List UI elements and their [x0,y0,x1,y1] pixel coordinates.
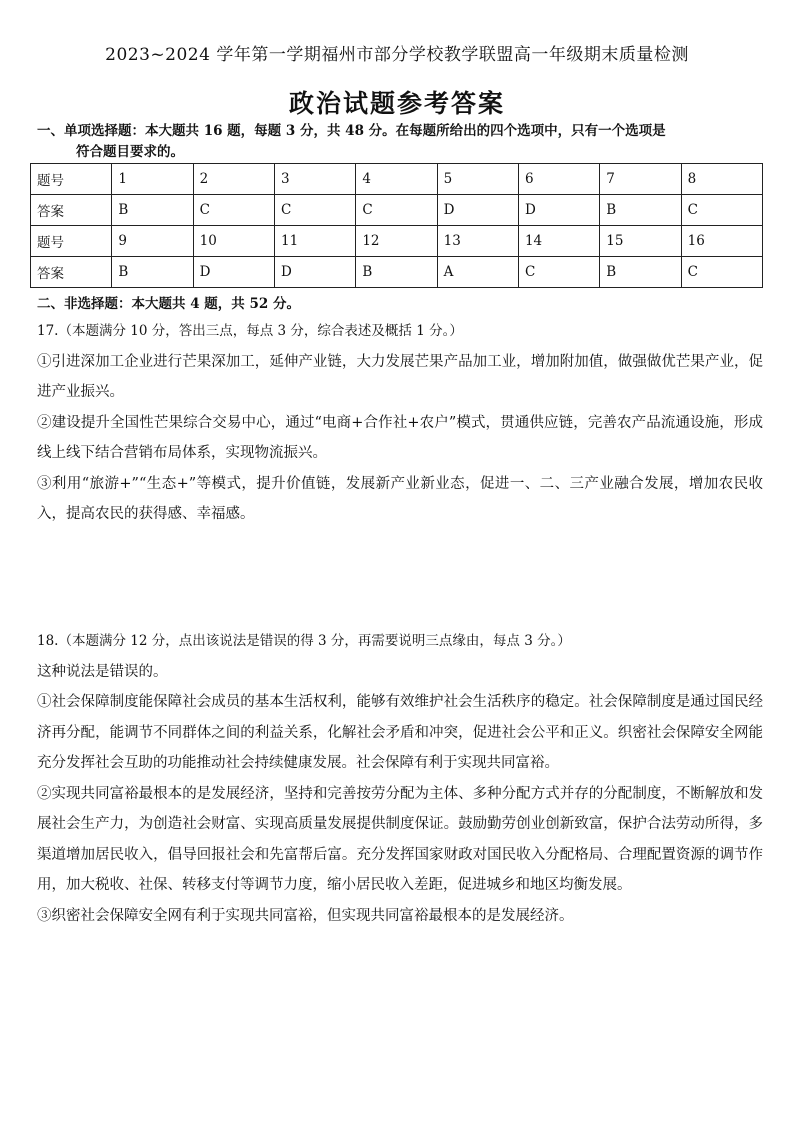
table-cell: D [274,257,355,288]
table-cell: 1 [112,164,193,195]
q18-block [37,626,763,931]
section1-heading [37,121,763,163]
table-row-label: 答案 [31,195,112,226]
table-cell: C [681,195,762,226]
answer-table [30,163,763,288]
table-cell: 8 [681,164,762,195]
document-title: 政治试题参考答案 [288,89,505,118]
table-cell: 6 [518,164,599,195]
table-cell: C [274,195,355,226]
table-cell: C [356,195,437,226]
table-cell: A [437,257,518,288]
section1-heading-line2: 符合题目要求的。 [76,144,184,160]
table-cell: 2 [193,164,274,195]
section1-heading-line1: 一、单项选择题：本大题共 16 题，每题 3 分，共 48 分。在每题所给出的四个选项中，只有一个选项是 [37,123,666,139]
q17-heading: 17.（本题满分 10 分，答出三点，每点 3 分，综合表述及概括 1 分。） [37,323,463,339]
table-cell: 9 [112,226,193,257]
table-cell: 16 [681,226,762,257]
table-cell: B [112,195,193,226]
table-cell: D [518,195,599,226]
table-cell: 13 [437,226,518,257]
q18-point-3: ③织密社会保障安全网有利于实现共同富裕，但实现共同富裕最根本的是发展经济。 [37,907,574,924]
table-cell: B [600,257,681,288]
q17-point-1: ①引进深加工企业进行芒果深加工，延伸产业链，大力发展芒果产品加工业，增加附加值，做强做优芒果产业，促进产业振兴。 [37,353,763,400]
q18-verdict: 这种说法是错误的。 [37,663,168,680]
table-cell: 14 [518,226,599,257]
table-row-label: 题号 [31,226,112,257]
table-cell: B [112,257,193,288]
table-cell: 15 [600,226,681,257]
table-cell: B [600,195,681,226]
table-row-label: 答案 [31,257,112,288]
table-row [31,257,763,288]
table-row-label: 题号 [31,164,112,195]
table-row [31,164,763,195]
table-cell: B [356,257,437,288]
table-cell: 12 [356,226,437,257]
table-row [31,226,763,257]
table-cell: C [193,195,274,226]
table-cell: 4 [356,164,437,195]
q18-heading: 18.（本题满分 12 分，点出该说法是错误的得 3 分，再需要说明三点缘由，每点 3 分。） [37,633,571,649]
table-cell: 3 [274,164,355,195]
table-cell: 10 [193,226,274,257]
table-cell: 5 [437,164,518,195]
table-cell: 11 [274,226,355,257]
table-cell: C [518,257,599,288]
q17-block [37,316,763,530]
table-cell: D [437,195,518,226]
section2-heading: 二、非选择题：本大题共 4 题，共 52 分。 [37,296,300,312]
q17-point-2: ②建设提升全国性芒果综合交易中心，通过“电商+合作社+农户”模式，贯通供应链，完善农产品流通设施，形成线上线下结合营销布局体系，实现物流振兴。 [37,414,763,461]
q18-point-1: ①社会保障制度能保障社会成员的基本生活权利，能够有效维护社会生活秩序的稳定。社会保障制度是通过国民经济再分配，能调节不同群体之间的利益关系，化解社会矛盾和冲突，促进社会公平和正义。织密社会保障安全网能充分发挥社会互助的功能推动社会持续健康发展。社会保障有利于实现共同富裕。 [37,694,763,771]
table-cell: D [193,257,274,288]
q18-point-2: ②实现共同富裕最根本的是发展经济，坚持和完善按劳分配为主体、多种分配方式并存的分配制度，不断解放和发展社会生产力，为创造社会财富、实现高质量发展提供制度保证。鼓励勤劳创业创新致富，保护合法劳动所得，多渠道增加居民收入，倡导回报社会和先富帮后富。充分发挥国家财政对国民收入分配格局、合理配置资源的调节作用，加大税收、社保、转移支付等调节力度，缩小居民收入差距，促进城乡和地区均衡发展。 [37,785,763,893]
exam-title: 2023~2024 学年第一学期福州市部分学校教学联盟高一年级期末质量检测 [105,45,689,65]
table-row [31,195,763,226]
q17-point-3: ③利用“旅游+”“生态+”等模式，提升价值链，发展新产业新业态，促进一、二、三产业融合发展，增加农民收入，提高农民的获得感、幸福感。 [37,475,763,522]
table-cell: C [681,257,762,288]
table-cell: 7 [600,164,681,195]
